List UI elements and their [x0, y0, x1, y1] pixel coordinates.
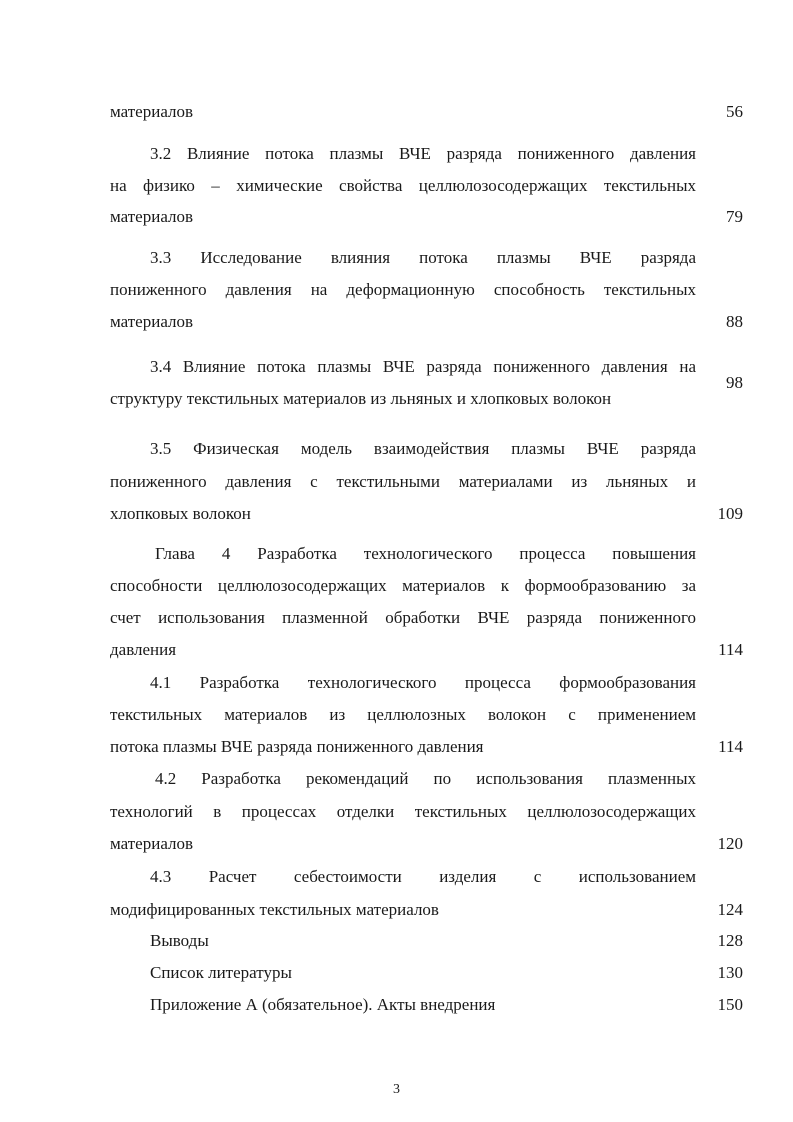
toc-line: текстильных материалов из целлюлозных волокон с применением: [110, 705, 696, 724]
toc-page-number: 56: [726, 102, 743, 121]
toc-line: пониженного давления на деформационную способность текстильных: [110, 280, 696, 299]
toc-page-number: 120: [717, 834, 743, 853]
toc-line: 4.1 Разработка технологического процесса формообразования: [150, 673, 696, 692]
toc-line: технологий в процессах отделки текстильных целлюлозосодержащих: [110, 802, 696, 821]
toc-line: материалов: [110, 834, 194, 853]
toc-line: потока плазмы ВЧЕ разряда пониженного давления: [110, 737, 484, 756]
toc-line: пониженного давления с текстильными материалами из льняных и: [110, 472, 696, 491]
toc-line: 4.3 Расчет себестоимости изделия с использованием: [150, 867, 696, 886]
toc-line: 3.4 Влияние потока плазмы ВЧЕ разряда пониженного давления на: [150, 357, 696, 376]
toc-line: Приложение А (обязательное). Акты внедрения: [150, 995, 496, 1014]
toc-line: 3.2 Влияние потока плазмы ВЧЕ разряда пониженного давления: [150, 144, 696, 163]
toc-page-number: 114: [718, 737, 743, 756]
page-number: 3: [393, 1082, 400, 1097]
toc-line: 3.5 Физическая модель взаимодействия плазмы ВЧЕ разряда: [150, 439, 696, 458]
toc-line: 3.3 Исследование влияния потока плазмы ВЧЕ разряда: [150, 248, 696, 267]
toc-line: материалов: [110, 207, 194, 226]
toc-line: на физико – химические свойства целлюлозосодержащих текстильных: [110, 176, 696, 195]
toc-page-number: 114: [718, 640, 743, 659]
toc-line: 4.2 Разработка рекомендаций по использования плазменных: [155, 769, 696, 788]
toc-page-number: 128: [717, 931, 743, 950]
toc-page-number: 88: [726, 312, 743, 331]
toc-line: Список литературы: [150, 963, 292, 982]
toc-line: модифицированных текстильных материалов: [110, 900, 439, 919]
toc-page-number: 79: [726, 207, 743, 226]
toc-line: материалов: [110, 312, 194, 331]
toc-line: давления: [110, 640, 177, 659]
toc-line: счет использования плазменной обработки ВЧЕ разряда пониженного: [110, 608, 696, 627]
toc-page-number: 98: [726, 373, 743, 392]
toc-page-number: 124: [717, 900, 743, 919]
toc-line: Глава 4 Разработка технологического процесса повышения: [155, 544, 696, 563]
toc-line: хлопковых волокон: [110, 504, 251, 523]
toc-line: структуру текстильных материалов из льняных и хлопковых волокон: [110, 389, 612, 408]
toc-page-number: 109: [717, 504, 743, 523]
toc-page-number: 130: [717, 963, 743, 982]
toc-line: способности целлюлозосодержащих материалов к формообразованию за: [110, 576, 696, 595]
toc-line: Выводы: [150, 931, 209, 950]
toc-line: материалов: [110, 102, 194, 121]
toc-page-number: 150: [717, 995, 743, 1014]
